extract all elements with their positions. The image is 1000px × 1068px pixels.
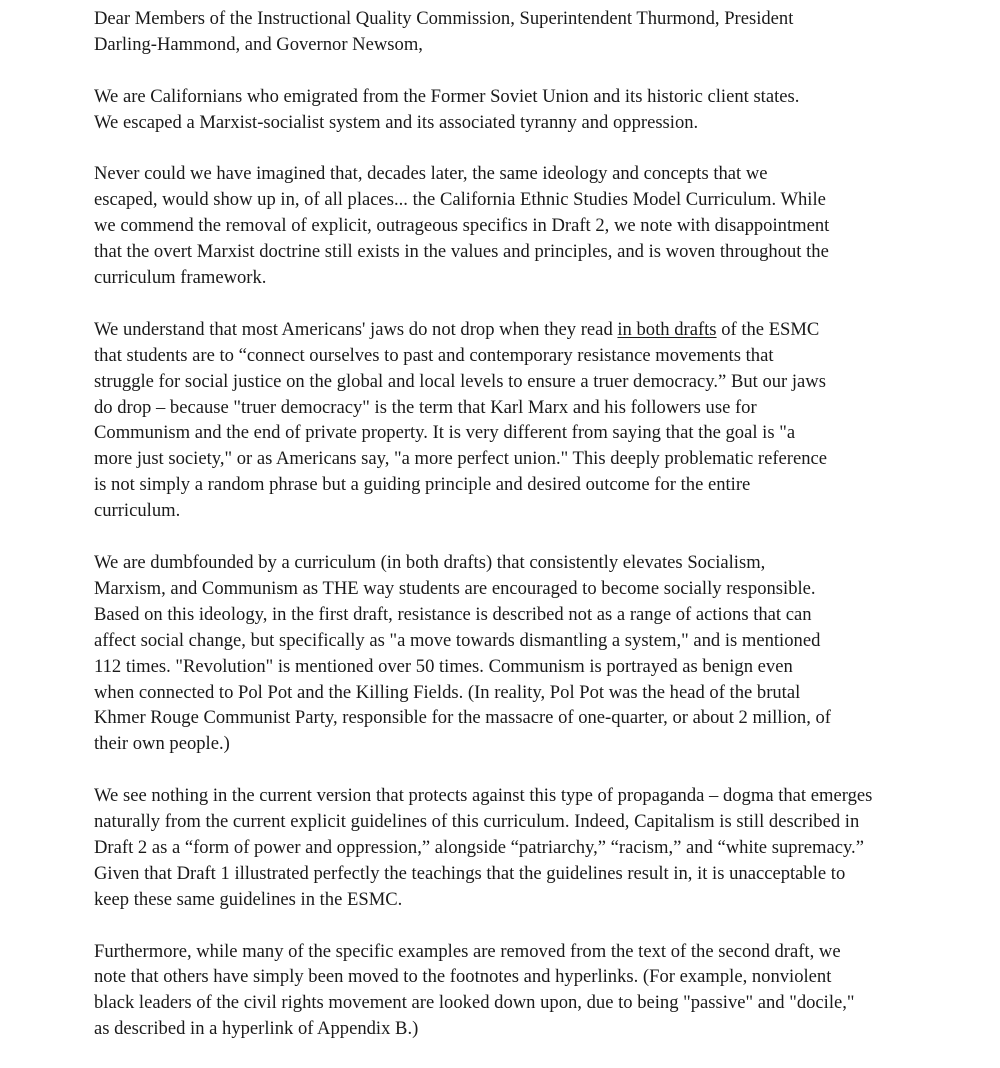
text-line	[94, 317, 974, 343]
text-line: We are Californians who emigrated from the Former Soviet Union and its historic client states.	[94, 85, 800, 107]
paragraph-propaganda	[94, 783, 974, 913]
text-line: as described in a hyperlink of Appendix B.)	[94, 1018, 419, 1040]
text-line: black leaders of the civil rights movement are looked down upon, due to being "passive" and "docile,"	[94, 992, 855, 1014]
text-line: We are dumbfounded by a curriculum (in both drafts) that consistently elevates Socialism,	[94, 551, 766, 573]
paragraph-ideology	[94, 161, 974, 291]
text-line: Communism and the end of private property. It is very different from saying that the goal is "a	[94, 422, 796, 444]
paragraph-emigrants	[94, 84, 974, 136]
salutation-line: Darling-Hammond, and Governor Newsom,	[94, 33, 423, 55]
text-line: that students are to “connect ourselves to past and contemporary resistance movements that	[94, 344, 774, 366]
both-drafts-link[interactable]: in both drafts	[617, 318, 717, 340]
text-line: Furthermore, while many of the specific examples are removed from the text of the second draft, we	[94, 940, 841, 962]
text-line: we commend the removal of explicit, outrageous specifics in Draft 2, we note with disappointment	[94, 215, 830, 237]
paragraph-footnotes	[94, 939, 974, 1043]
text-line: struggle for social justice on the global and local levels to ensure a truer democracy.” But our jaws	[94, 370, 826, 392]
letter-body	[94, 6, 974, 1068]
text-line: Marxism, and Communism as THE way students are encouraged to become socially responsible.	[94, 577, 816, 599]
text-line: curriculum framework.	[94, 267, 267, 289]
paragraph-dumbfounded	[94, 550, 974, 757]
text-line: when connected to Pol Pot and the Killing Fields. (In reality, Pol Pot was the head of the brutal	[94, 681, 801, 703]
text-line: 112 times. "Revolution" is mentioned over 50 times. Communism is portrayed as benign even	[94, 655, 793, 677]
text-line: Draft 2 as a “form of power and oppression,” alongside “patriarchy,” “racism,” and “white supremacy.”	[94, 836, 864, 858]
text-segment: We understand that most Americans' jaws do not drop when they read	[94, 318, 618, 340]
text-line: affect social change, but specifically as "a move towards dismantling a system," and is mentioned	[94, 629, 821, 651]
text-line: We escaped a Marxist-socialist system and its associated tyranny and oppression.	[94, 111, 699, 133]
text-line: keep these same guidelines in the ESMC.	[94, 888, 403, 910]
text-line: naturally from the current explicit guidelines of this curriculum. Indeed, Capitalism is still described in	[94, 811, 860, 833]
text-line: is not simply a random phrase but a guiding principle and desired outcome for the entire	[94, 474, 751, 496]
text-line: Khmer Rouge Communist Party, responsible for the massacre of one-quarter, or about 2 million, of	[94, 707, 831, 729]
text-line: curriculum.	[94, 500, 181, 522]
text-segment: of the ESMC	[716, 318, 820, 340]
text-line: We see nothing in the current version that protects against this type of propaganda – dogma that emerges	[94, 785, 873, 807]
text-line: note that others have simply been moved to the footnotes and hyperlinks. (For example, nonviolent	[94, 966, 832, 988]
text-line: Never could we have imagined that, decades later, the same ideology and concepts that we	[94, 163, 768, 185]
text-line: more just society," or as Americans say, "a more perfect union." This deeply problematic reference	[94, 448, 828, 470]
text-line: Given that Draft 1 illustrated perfectly the teachings that the guidelines result in, it is unacceptable to	[94, 862, 846, 884]
text-line: that the overt Marxist doctrine still exists in the values and principles, and is woven throughout the	[94, 241, 829, 263]
text-line: Based on this ideology, in the first draft, resistance is described not as a range of actions that can	[94, 603, 812, 625]
text-line: do drop – because "truer democracy" is the term that Karl Marx and his followers use for	[94, 396, 757, 418]
salutation-line: Dear Members of the Instructional Quality Commission, Superintendent Thurmond, President	[94, 8, 794, 29]
text-line: escaped, would show up in, of all places... the California Ethnic Studies Model Curriculum. While	[94, 189, 826, 211]
text-line: their own people.)	[94, 733, 230, 755]
salutation	[94, 6, 974, 58]
paragraph-truer-democracy	[94, 317, 974, 524]
